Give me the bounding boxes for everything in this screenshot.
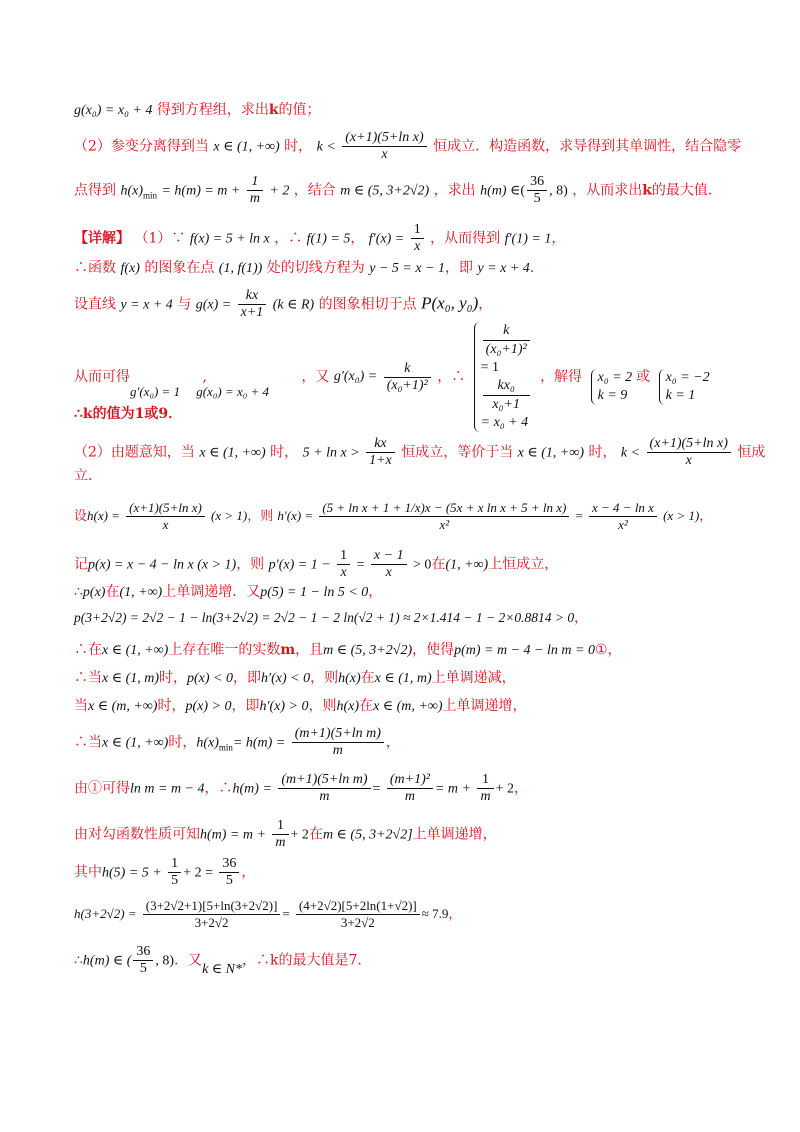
solution-2: [659, 369, 710, 405]
system-row-1: [481, 322, 532, 377]
math: p(m) = m − 4 − ln m = 0: [454, 643, 595, 658]
math: x ∈ (m, +∞): [373, 699, 443, 714]
math-g-x0: g(x₀) = x₀ + 4: [74, 103, 153, 118]
text: ，使得: [412, 642, 455, 658]
math: f′(1) = 1: [504, 231, 552, 247]
math: h(m) ∈ (: [82, 953, 132, 969]
denominator: 1+x: [366, 452, 395, 469]
text: 时，: [588, 444, 617, 461]
text: 在: [308, 826, 323, 843]
text: ，∴: [437, 369, 466, 385]
fraction: [272, 818, 288, 851]
math: + 2: [269, 183, 290, 199]
denominator: m: [247, 190, 263, 207]
text: 设直线: [74, 296, 116, 313]
math: p(5) = 1 − ln 5 < 0: [260, 585, 369, 600]
text: ，: [513, 780, 528, 797]
line-4: [74, 222, 565, 255]
text: 由对勾函数性质可知: [74, 826, 200, 843]
fraction: [589, 500, 657, 533]
numerator: 1: [482, 772, 489, 787]
line-2: [74, 130, 741, 163]
numerator: 36: [530, 174, 545, 189]
text: （2）参变分离得到当: [74, 138, 209, 155]
math: > 0: [413, 557, 432, 573]
denominator: (x₀+1)²: [384, 377, 431, 394]
math: x ∈ (m, +∞): [88, 699, 158, 714]
fraction: [647, 436, 731, 469]
math: x ∈ (1, +∞): [199, 445, 266, 461]
denominator: x: [126, 516, 205, 533]
text: ，则: [247, 509, 274, 524]
text: ，∴: [204, 780, 233, 797]
math: y = x + 4: [120, 297, 173, 313]
text: ，: [478, 296, 493, 313]
math: 5 + ln x >: [302, 445, 360, 461]
math: p(x) < 0: [187, 671, 234, 686]
math: m ∈ (5, 3+2√2]: [322, 827, 413, 843]
numerator: (x+1)(5+ln x): [129, 500, 202, 515]
line-15: [74, 640, 622, 661]
math: x₀ = 2: [597, 370, 633, 385]
text: 时，: [157, 698, 186, 714]
line-22: [74, 898, 461, 931]
math: h(x): [336, 699, 360, 714]
text: 得到方程组，求出: [156, 102, 269, 118]
fraction: [296, 898, 420, 931]
math: (1, +∞): [445, 557, 489, 573]
line-10: [74, 466, 102, 486]
denominator: m: [278, 788, 370, 805]
denominator: m: [477, 788, 493, 805]
var-m: m: [280, 642, 296, 658]
math: (1, +∞): [119, 585, 163, 600]
fraction: [477, 772, 493, 805]
math: k = 1: [665, 388, 696, 403]
text: 处的切线方程为: [266, 260, 365, 276]
text: ，结合: [293, 182, 336, 199]
math: (k ∈ R): [272, 297, 315, 313]
math: f(x): [120, 261, 140, 276]
text: 时，: [270, 444, 299, 461]
math: ≈ 7.9: [421, 906, 449, 921]
line-19: [74, 772, 528, 805]
line-8: [74, 404, 182, 424]
numerator: kx: [374, 436, 387, 451]
numerator: 1: [340, 548, 348, 563]
text: 上恒成立，: [488, 556, 559, 573]
denominator: 5: [219, 872, 239, 889]
math: f(1) = 5: [306, 231, 351, 247]
math: =: [282, 906, 290, 921]
math: h(m) = m +: [200, 827, 266, 843]
denominator: x: [411, 238, 424, 255]
text: 从而可得: [74, 369, 130, 385]
fraction: [219, 856, 239, 889]
text: ，∴k的最大值是7．: [241, 952, 372, 969]
math: x ∈ (1, +∞): [102, 735, 169, 751]
math: h(x): [338, 671, 361, 686]
numerator: 1: [276, 818, 284, 833]
numerator: (m+1)(5+ln m): [294, 726, 381, 741]
denominator: x²: [589, 516, 657, 533]
math: h′(x) > 0: [259, 699, 309, 714]
line-23: [74, 944, 371, 977]
text: 在: [105, 584, 120, 600]
math: (1, f(1)): [218, 261, 263, 276]
text: 上单调递减，: [431, 670, 516, 686]
fraction: [126, 500, 205, 533]
text: ．又: [174, 952, 203, 969]
text: ∴函数: [74, 260, 116, 276]
text: ，从而求出: [572, 182, 643, 199]
solution-1: [591, 369, 633, 405]
fraction: [143, 898, 281, 931]
fraction: [384, 361, 431, 394]
text: ∴当: [74, 670, 102, 686]
text: （2）由题意知，当: [74, 444, 195, 461]
text: 上单调递增．又: [162, 584, 261, 600]
math: p(3+2√2) = 2√2 − 1 − ln(3+2√2) = 2√2 − 1 − 2 ln(√2 + 1) ≈ 2×1.414 − 1 − 2×0.8814 > 0: [74, 610, 575, 625]
math: h(x): [120, 183, 143, 199]
text: 点得到: [74, 182, 116, 199]
denominator: 5: [527, 190, 547, 207]
text: 恒成立，等价于当: [401, 444, 514, 461]
line-17: [74, 696, 527, 717]
text: ，: [574, 610, 588, 626]
line-12: [74, 548, 558, 581]
denominator: x+1: [238, 304, 267, 321]
fraction: [387, 772, 433, 805]
math: p(x): [82, 585, 106, 600]
math: g′(x₀) =: [333, 369, 378, 384]
math: (x > 1): [211, 508, 248, 523]
text: ∴在: [74, 642, 102, 658]
text: 当: [74, 698, 88, 714]
text: 立．: [74, 468, 102, 484]
math: = m +: [434, 781, 471, 797]
denominator: 5: [168, 872, 181, 889]
math: h(m) =: [232, 781, 272, 797]
math: h(x) =: [87, 508, 120, 523]
text: ，∴: [274, 230, 303, 247]
math: p(x) = x − 4 − ln x (x > 1): [88, 557, 237, 573]
text: 与: [177, 296, 192, 313]
text: ，: [368, 584, 383, 600]
text: ，: [385, 734, 400, 751]
line-16: [74, 668, 516, 689]
text: 的图象在点: [144, 260, 215, 276]
numerator: x − 1: [373, 548, 404, 563]
numerator: 1: [413, 222, 421, 237]
numerator: 36: [222, 856, 237, 871]
text: ，: [448, 907, 462, 922]
math: g(x) =: [195, 297, 232, 313]
text: ①，: [594, 642, 622, 658]
numerator: 1: [171, 856, 179, 871]
text: 的值；: [278, 102, 321, 118]
fraction: [319, 500, 569, 533]
math: h(5) = 5 +: [102, 865, 162, 881]
denominator: x: [342, 146, 426, 163]
text: ．: [529, 260, 544, 276]
text: 由①可得: [74, 780, 130, 797]
math: h(3+2√2) =: [74, 906, 137, 921]
text: ，即: [231, 698, 260, 714]
math: x ∈ (1, m): [102, 671, 160, 686]
denominator: (x₀+1)²: [483, 340, 530, 359]
text: ，则: [236, 556, 265, 573]
numerator: 36: [136, 944, 151, 959]
fraction: [278, 772, 370, 805]
text: ∴k的值为1或9．: [74, 406, 183, 422]
math: y − 5 = x − 1: [369, 261, 446, 276]
math: h′(x) < 0: [261, 671, 311, 686]
math: x₀ = −2: [665, 370, 710, 385]
line-20: [74, 818, 497, 851]
fraction: [483, 377, 530, 414]
text: ，则: [310, 670, 339, 686]
fraction: [247, 174, 263, 207]
denominator: x: [337, 564, 350, 581]
denominator: m: [292, 742, 384, 759]
math: x ∈ (1, m): [374, 671, 432, 686]
text: 设: [74, 509, 88, 524]
text: 的图象相切于点: [318, 296, 417, 313]
text: ，且: [295, 642, 324, 658]
numerator: kx: [245, 288, 259, 303]
equation-system: [474, 322, 532, 432]
numerator: (x+1)(5+ln x): [345, 130, 424, 145]
math: + 2: [290, 827, 309, 843]
denominator: 5: [133, 960, 153, 977]
math: ln m = m − 4: [130, 781, 205, 797]
subscript: min: [143, 190, 158, 201]
text: 或: [636, 369, 651, 385]
text: ，则: [308, 698, 337, 714]
denominator: x: [647, 452, 731, 469]
text: ∴: [74, 952, 83, 969]
text: 其中: [74, 864, 102, 881]
math: + 2 =: [183, 865, 213, 881]
text: ，求出: [433, 182, 476, 199]
line-6: [74, 288, 492, 321]
text: 时，: [284, 138, 313, 155]
numerator: 1: [251, 174, 259, 189]
math: h(m) ∈: [480, 183, 521, 199]
text: 上存在唯一的实数: [168, 642, 281, 658]
fraction: [527, 174, 547, 207]
numerator: (x+1)(5+ln x): [649, 436, 728, 451]
math: k <: [620, 445, 641, 461]
math: f(x) = 5 + ln x: [189, 231, 270, 247]
math: k <: [316, 139, 336, 155]
text: ，即: [233, 670, 262, 686]
text: ，即: [445, 260, 474, 276]
math: h(x): [196, 735, 219, 751]
fraction: [366, 436, 395, 469]
text: ，解得: [540, 369, 583, 385]
fraction: [483, 322, 530, 359]
line-14: [74, 608, 588, 628]
text: 时，: [159, 670, 188, 686]
denominator: x: [371, 564, 407, 581]
text: ，: [551, 230, 566, 247]
text: ，: [241, 864, 256, 881]
text: ∴当: [74, 734, 102, 751]
math: h′(x) =: [277, 508, 314, 523]
math: x ∈ (1, +∞): [102, 643, 169, 658]
text: 在: [360, 670, 375, 686]
math: k = 9: [597, 388, 628, 403]
math: , 8): [155, 953, 175, 969]
fraction: [168, 856, 181, 889]
fraction: [133, 944, 153, 977]
line-3: 点得到 $h(x)_{min} = h(m) = m$ + $\frac{1}{m}$ + 2 ，结合 m ∈ (5, 3+2√2) ，求出 h(m) ∈( $\frac{36}{5}$ , 8) ，从而求出k的最大值．: [74, 174, 722, 206]
text: （1）∵: [134, 230, 186, 247]
subscript: min: [218, 742, 233, 753]
numerator: (m+1)(5+ln m): [281, 772, 368, 787]
numerator: kx₀: [497, 378, 515, 393]
numerator: (5 + ln x + 1 + 1/x)x − (5x + x ln x + 5 + ln x): [322, 500, 567, 515]
denominator: x₀+1: [483, 395, 530, 414]
math: m ∈ (5, 3+2√2): [323, 643, 413, 658]
text: 恒成立．构造函数，求导得到其单调性，结合隐零: [433, 138, 742, 155]
math: m ∈ (5, 3+2√2): [340, 183, 430, 199]
text: 在: [431, 556, 446, 573]
math: x ∈ (1, +∞): [517, 445, 584, 461]
line-9: [74, 436, 765, 469]
fraction: [411, 222, 424, 255]
math: g′(x₀) = 1: [130, 384, 181, 399]
denominator: m: [387, 788, 433, 805]
text: 上单调递增，: [442, 698, 527, 714]
denominator: 3+2√2: [143, 914, 281, 931]
math-point: P(x₀, y₀): [421, 293, 479, 313]
line-21: [74, 856, 255, 889]
numerator: k: [404, 360, 411, 376]
math: y = x + 4: [477, 261, 530, 276]
denominator: 3+2√2: [296, 914, 420, 931]
text: ,: [202, 369, 207, 385]
math: = h(m) = m +: [161, 183, 241, 199]
text: ，从而得到: [430, 230, 501, 247]
text: 时，: [168, 734, 197, 751]
numerator: (4+2√2)[5+2ln(1+√2)]: [298, 898, 417, 913]
math: = x₀ + 4: [480, 415, 529, 430]
math: , 8): [549, 183, 568, 199]
system-row-2: [481, 377, 532, 432]
math: p(x) > 0: [185, 699, 232, 714]
math: f′(x) =: [368, 231, 405, 247]
math: (x > 1): [663, 508, 700, 523]
math: =: [575, 508, 583, 523]
fraction: [342, 130, 426, 163]
numerator: (3+2√2+1)[5+ln(3+2√2)]: [145, 898, 278, 913]
text: ，: [350, 230, 365, 247]
numerator: (m+1)²: [389, 772, 430, 787]
var-k: k: [642, 182, 652, 199]
text: ，又: [301, 369, 330, 385]
line-18: [74, 726, 400, 759]
numerator: x − 4 − ln x: [592, 500, 654, 515]
text: 记: [74, 556, 88, 573]
text: 的最大值．: [651, 182, 722, 199]
line-5: [74, 258, 544, 279]
math: =: [372, 781, 381, 797]
math: = 1: [480, 360, 500, 375]
line-11: [74, 500, 712, 533]
math: g(x₀) = x₀ + 4: [196, 384, 270, 399]
math: =: [356, 557, 365, 573]
fraction: [292, 726, 384, 759]
math: = h(m) =: [232, 735, 286, 751]
var-k: k: [268, 102, 279, 118]
math: + 2: [495, 781, 514, 797]
denominator: x²: [319, 516, 569, 533]
math: k ∈ N*: [202, 961, 242, 977]
text: ，: [699, 509, 713, 524]
line-13: [74, 582, 382, 603]
math: p′(x) = 1 −: [268, 557, 331, 573]
text: 在: [359, 698, 374, 714]
fraction: [371, 548, 407, 581]
detail-label: 【详解】: [74, 230, 130, 247]
fraction: [337, 548, 350, 581]
text: 恒成: [737, 444, 766, 461]
line-7-sub: [130, 382, 269, 403]
denominator: m: [272, 834, 288, 851]
math-domain: x ∈ (1, +∞): [213, 139, 280, 155]
text: 上单调递增，: [412, 826, 497, 843]
numerator: k: [503, 323, 510, 338]
fraction: [238, 288, 267, 321]
line-1: [74, 100, 321, 121]
text: ∴: [74, 584, 83, 600]
